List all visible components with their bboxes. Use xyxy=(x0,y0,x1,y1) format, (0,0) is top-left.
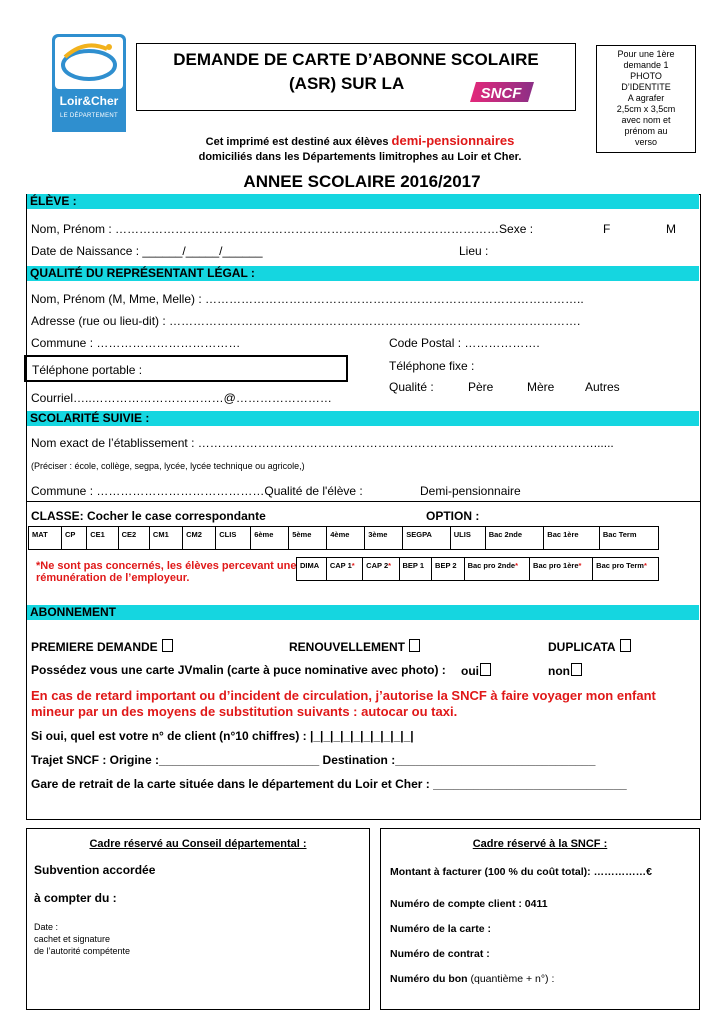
student-status-value: Demi-pensionnaire xyxy=(420,484,521,498)
class-option-cell[interactable] xyxy=(399,558,432,581)
class-note: *Ne sont pas concernés, les élèves percevant une rémunération de l’employeur. xyxy=(36,560,297,584)
form-title-line1: DEMANDE DE CARTE D’ABONNE SCOLAIRE xyxy=(173,50,539,69)
checkbox-icon[interactable] xyxy=(409,639,420,652)
commune-field[interactable]: Commune : ……………………………… xyxy=(31,336,241,350)
class-option-cell[interactable] xyxy=(87,527,118,550)
sncf-heading: Cadre réservé à la SNCF : xyxy=(472,838,608,850)
client-number-field[interactable]: Si oui, quel est votre n° de client (n°10 chiffres) : |_|_|_|_|_|_|_|_|_|_| xyxy=(31,729,414,743)
email-field[interactable]: Courriel…..……………………………@…………………… xyxy=(31,391,332,405)
asterisk-mark: * xyxy=(643,561,647,570)
class-option-label: Bac pro 2nde xyxy=(467,561,516,570)
premiere-label: PREMIERE DEMANDE xyxy=(31,640,158,654)
sncf-logo xyxy=(470,80,536,104)
intro-highlight: demi-pensionnaires xyxy=(391,133,515,148)
montant-field: Montant à facturer (100 % du coût total): ……………€ xyxy=(390,866,652,878)
class-option-cell[interactable] xyxy=(29,527,62,550)
form-title-line2: (ASR) SUR LA xyxy=(289,74,405,93)
class-option-cell[interactable] xyxy=(251,527,289,550)
asterisk-mark: * xyxy=(388,561,392,570)
checkbox-icon[interactable] xyxy=(571,663,582,676)
class-table-row1 xyxy=(28,526,659,550)
photo-instruction-line: 2,5cm x 3,5cm xyxy=(616,104,676,114)
signature-area xyxy=(34,921,130,957)
date-label: Date : xyxy=(34,922,59,932)
jvmalin-oui-option[interactable] xyxy=(461,663,491,678)
photo-instruction-line: avec nom et xyxy=(621,115,671,125)
class-option-label: CE2 xyxy=(121,530,137,539)
class-option-cell[interactable] xyxy=(464,558,529,581)
class-option-label: BEP 2 xyxy=(435,561,457,570)
class-option-label: CLIS xyxy=(219,530,237,539)
classe-label: CLASSE: Cocher le case correspondante xyxy=(31,509,266,523)
intro-text xyxy=(140,133,580,165)
bon-number-field xyxy=(390,973,554,985)
qualite-pere-option[interactable]: Père xyxy=(468,380,494,394)
sex-f-option[interactable]: F xyxy=(603,222,611,236)
asterisk-mark: * xyxy=(578,561,582,570)
representant-name-field[interactable]: Nom, Prénom (M, Mme, Melle) : ………………………………………………………………………………….. xyxy=(31,292,584,306)
class-option-cell[interactable] xyxy=(216,527,251,550)
class-option-label: CM2 xyxy=(186,530,202,539)
class-option-label: 4ème xyxy=(330,530,350,539)
class-option-cell[interactable] xyxy=(326,558,362,581)
eleve-name-field[interactable]: Nom, Prénom : ……………………………………………………………………………………Sexe : xyxy=(31,222,534,236)
class-option-label: 5ème xyxy=(292,530,312,539)
class-option-cell[interactable] xyxy=(530,558,593,581)
photo-instructions-box xyxy=(596,45,696,153)
class-option-label: Bac Term xyxy=(602,530,637,539)
class-option-label: CP xyxy=(64,530,76,539)
compter-label: à compter du : xyxy=(34,891,117,905)
class-option-label: BEP 1 xyxy=(402,561,425,570)
autorite-label: de l’autorité compétente xyxy=(34,946,131,956)
mobile-phone-field[interactable] xyxy=(24,355,348,382)
class-option-label: Bac 2nde xyxy=(488,530,523,539)
conseil-reserved-box xyxy=(26,828,370,1010)
class-option-label: Bac 1ère xyxy=(547,530,579,539)
subvention-label: Subvention accordée xyxy=(34,863,156,877)
class-option-cell[interactable] xyxy=(485,527,544,550)
class-table-row2 xyxy=(296,557,659,581)
non-label: non xyxy=(548,664,570,678)
class-option-cell[interactable] xyxy=(327,527,365,550)
contrat-number-field: Numéro de contrat : xyxy=(390,948,490,960)
class-option-cell[interactable] xyxy=(450,527,485,550)
class-option-cell[interactable] xyxy=(593,558,659,581)
class-option-label: MAT xyxy=(32,530,48,539)
class-option-label: 3ème xyxy=(368,530,388,539)
asterisk-mark: * xyxy=(351,561,355,570)
logo-name: Loir&Cher xyxy=(59,94,119,108)
trajet-field[interactable]: Trajet SNCF : Origine :________________________ Destination :______________________________ xyxy=(31,753,596,767)
divider xyxy=(26,501,700,502)
qualite-label: Qualité : xyxy=(389,380,434,394)
option-label: OPTION : xyxy=(426,509,480,523)
gare-retrait-field[interactable]: Gare de retrait de la carte située dans le département du Loir et Cher : _____________________________ xyxy=(31,777,627,791)
class-option-label: Bac pro Term xyxy=(596,561,644,570)
class-option-cell[interactable] xyxy=(432,558,465,581)
oui-label: oui xyxy=(461,664,479,678)
premiere-demande-option[interactable] xyxy=(31,639,173,654)
class-option-cell[interactable] xyxy=(289,527,327,550)
class-option-label: CE1 xyxy=(90,530,105,539)
class-option-cell[interactable] xyxy=(118,527,149,550)
section-scolarite-heading: SCOLARITÉ SUIVIE : xyxy=(27,411,699,426)
carte-number-field: Numéro de la carte : xyxy=(390,923,491,935)
logo-subtitle: LE DÉPARTEMENT xyxy=(60,113,118,119)
bon-label: Numéro du bon xyxy=(390,973,468,985)
class-option-label: ULIS xyxy=(453,530,471,539)
class-option-cell[interactable] xyxy=(403,527,450,550)
cachet-label: cachet et signature xyxy=(34,934,111,944)
form-frame xyxy=(26,194,701,820)
svg-text:SNCF: SNCF xyxy=(480,85,522,102)
jvmalin-question: Possédez vous une carte JVmalin (carte à puce nominative avec photo) : xyxy=(31,663,446,677)
loir-et-cher-logo xyxy=(52,34,126,132)
class-option-label: 6ème xyxy=(254,530,274,539)
section-eleve-heading: ÉLÈVE : xyxy=(27,194,699,209)
school-year-title: ANNEE SCOLAIRE 2016/2017 xyxy=(243,172,481,191)
fixed-phone-field[interactable]: Téléphone fixe : xyxy=(389,359,475,373)
renouvellement-option[interactable] xyxy=(289,639,420,654)
section-abonnement-heading: ABONNEMENT xyxy=(27,605,699,620)
qualite-autres-option[interactable]: Autres xyxy=(585,380,620,394)
sex-m-option[interactable]: M xyxy=(666,222,676,236)
jvmalin-non-option[interactable] xyxy=(548,663,582,678)
photo-instruction-line: prénom au xyxy=(624,126,668,136)
class-option-label: SEGPA xyxy=(406,530,432,539)
class-option-cell[interactable] xyxy=(183,527,216,550)
logo-emblem xyxy=(55,37,123,89)
class-option-cell[interactable] xyxy=(365,527,403,550)
photo-instruction-line: D’IDENTITE xyxy=(621,82,671,92)
checkbox-icon[interactable] xyxy=(480,663,491,676)
checkbox-icon[interactable] xyxy=(620,639,631,652)
address-field[interactable]: Adresse (rue ou lieu-dit) : …………………………………………………………………………………………. xyxy=(31,314,581,328)
renouvellement-label: RENOUVELLEMENT xyxy=(289,640,406,654)
photo-instruction-line: demande 1 xyxy=(623,60,669,70)
etablissement-field[interactable]: Nom exact de l’établissement : ………………………………………………………………………………………...... xyxy=(31,436,614,450)
asterisk-mark: * xyxy=(515,561,519,570)
class-option-label: CM1 xyxy=(152,530,169,539)
etablissement-hint: (Préciser : école, collège, segpa, lycée, lycée technique ou agricole,) xyxy=(31,461,305,471)
duplicata-option[interactable] xyxy=(548,639,631,654)
birthplace-field[interactable]: Lieu : xyxy=(459,244,489,258)
class-option-cell[interactable] xyxy=(61,527,86,550)
duplicata-label: DUPLICATA xyxy=(548,640,616,654)
class-option-cell[interactable] xyxy=(149,527,182,550)
class-option-label: Bac pro 1ère xyxy=(533,561,579,570)
class-option-label: DIMA xyxy=(300,561,320,570)
photo-instruction-line: Pour une 1ère xyxy=(617,49,675,59)
class-option-cell[interactable] xyxy=(544,527,600,550)
class-option-cell[interactable] xyxy=(363,558,399,581)
conseil-heading: Cadre réservé au Conseil départemental : xyxy=(89,838,307,850)
class-option-label: CAP 2 xyxy=(366,561,389,570)
intro-part1: Cet imprimé est destiné aux élèves xyxy=(205,136,392,148)
intro-part2: domiciliés dans les Départements limitrophes au Loir et Cher. xyxy=(198,151,522,163)
checkbox-icon[interactable] xyxy=(162,639,173,652)
school-commune-field[interactable]: Commune : ……………………………………Qualité de l'élève : xyxy=(31,484,363,498)
compte-client-field: Numéro de compte client : 0411 xyxy=(390,898,548,910)
postal-code-field[interactable]: Code Postal : ………………. xyxy=(389,336,540,350)
dob-field[interactable]: Date de Naissance : ______/_____/______ xyxy=(31,244,263,258)
class-option-cell[interactable] xyxy=(599,527,658,550)
photo-instruction-line: A agrafer xyxy=(627,93,665,103)
mobile-phone-label: Téléphone portable : xyxy=(32,363,143,377)
photo-instruction-line: verso xyxy=(634,137,657,147)
bon-note: (quantième + n°) : xyxy=(470,973,555,985)
photo-instruction-line: PHOTO xyxy=(630,71,662,81)
retard-authorization-text: En cas de retard important ou d’incident de circulation, j’autorise la SNCF à faire voyager mon enfant mineur par un des moyens de substitution suivants : autocar ou taxi. xyxy=(31,688,656,719)
class-option-label: CAP 1 xyxy=(329,561,352,570)
section-representant-heading: QUALITÉ DU REPRÉSENTANT LÉGAL : xyxy=(27,266,699,281)
qualite-mere-option[interactable]: Mère xyxy=(527,380,555,394)
sncf-reserved-box xyxy=(380,828,700,1010)
